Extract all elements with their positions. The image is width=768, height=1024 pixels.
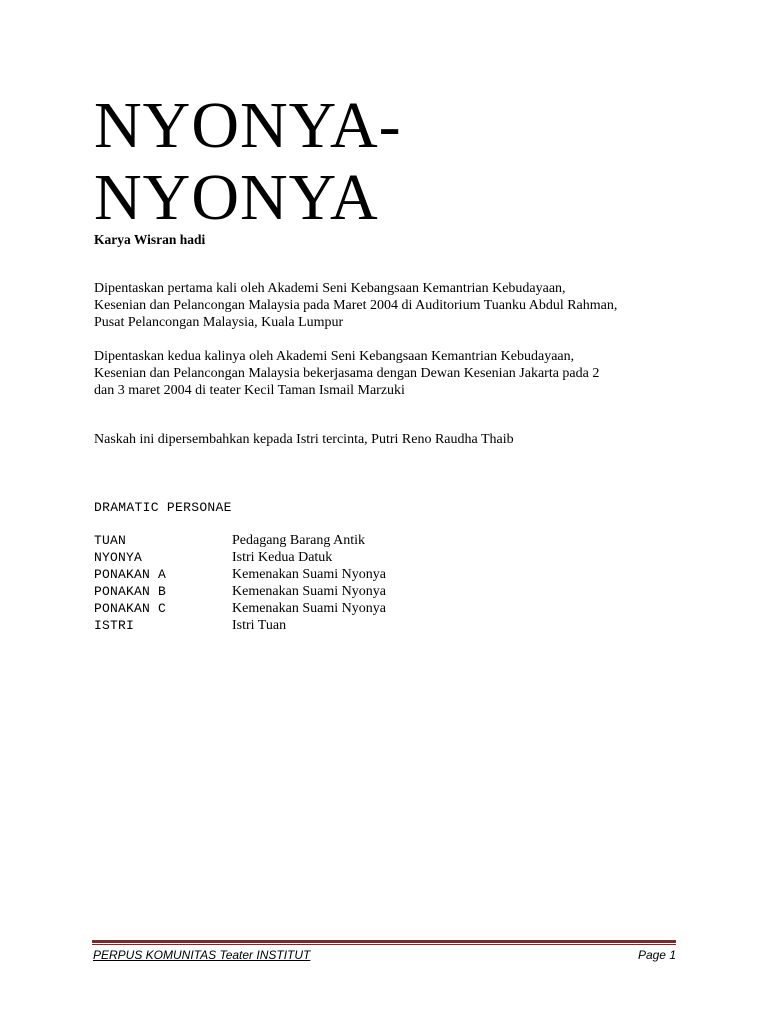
footer-publisher: PERPUS KOMUNITAS Teater INSTITUT	[93, 948, 311, 962]
paragraph-line: Kesenian dan Pelancongan Malaysia pada Maret 2004 di Auditorium Tuanku Abdul Rahman,	[94, 298, 618, 313]
cast-description: Istri Tuan	[232, 618, 287, 633]
paragraph-line: Dipentaskan pertama kali oleh Akademi Seni Kebangsaan Kemantrian Kebudayaan,	[94, 281, 566, 296]
cast-role: PONAKAN A	[94, 567, 167, 582]
cast-role: NYONYA	[94, 550, 143, 565]
cast-description: Kemenakan Suami Nyonya	[232, 567, 386, 582]
cast-row	[94, 600, 494, 617]
cast-role: ISTRI	[94, 618, 135, 633]
page-number: Page 1	[637, 948, 676, 962]
second-performance-paragraph	[94, 348, 694, 399]
cast-description: Kemenakan Suami Nyonya	[232, 584, 386, 599]
author-line: Karya Wisran hadi	[94, 232, 206, 247]
footer-divider	[92, 940, 676, 945]
cast-row	[94, 532, 494, 549]
paragraph-line: Dipentaskan kedua kalinya oleh Akademi Seni Kebangsaan Kemantrian Kebudayaan,	[94, 349, 575, 364]
cast-row	[94, 566, 494, 583]
cast-row	[94, 583, 494, 600]
title-line: NYONYA	[94, 161, 379, 234]
cast-role: TUAN	[94, 533, 127, 548]
cast-row	[94, 549, 494, 566]
dedication-paragraph	[94, 431, 694, 448]
paragraph-line: Pusat Pelancongan Malaysia, Kuala Lumpur	[94, 315, 344, 330]
cast-description: Istri Kedua Datuk	[232, 550, 333, 565]
cast-row	[94, 617, 494, 634]
document-title	[94, 90, 402, 234]
paragraph-line: dan 3 maret 2004 di teater Kecil Taman Ismail Marzuki	[94, 383, 405, 398]
cast-list	[94, 532, 494, 634]
cast-description: Kemenakan Suami Nyonya	[232, 601, 386, 616]
cast-description: Pedagang Barang Antik	[232, 533, 365, 548]
dedication-text: Naskah ini dipersembahkan kepada Istri tercinta, Putri Reno Raudha Thaib	[94, 432, 514, 447]
first-performance-paragraph	[94, 280, 694, 331]
cast-role: PONAKAN B	[94, 584, 167, 599]
paragraph-line: Kesenian dan Pelancongan Malaysia bekerjasama dengan Dewan Kesenian Jakarta pada 2	[94, 366, 600, 381]
cast-role: PONAKAN C	[94, 601, 167, 616]
title-line: NYONYA-	[94, 89, 402, 162]
personae-heading: DRAMATIC PERSONAE	[94, 500, 232, 515]
